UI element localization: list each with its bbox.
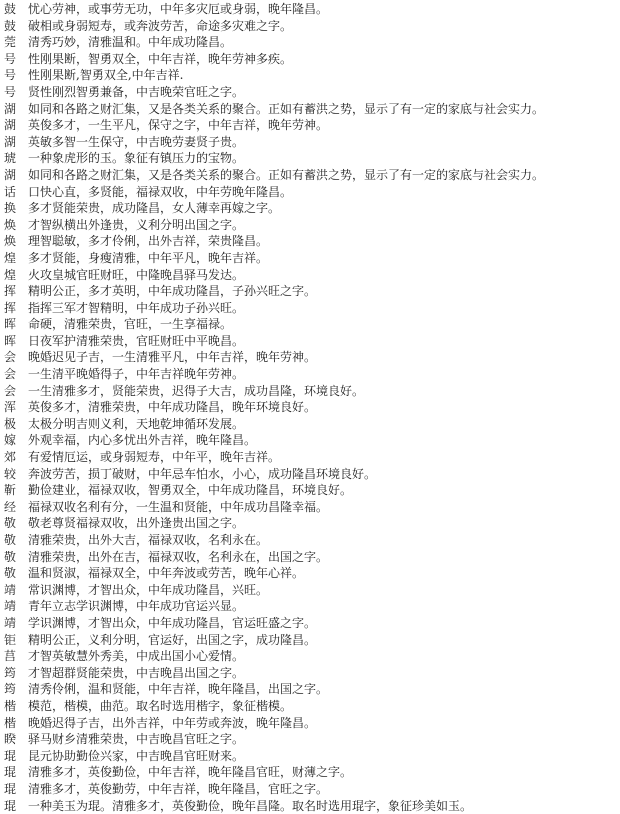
entry-meaning: 晚婚迟见子吉，一生清雅平凡，中年吉祥，晚年劳神。	[28, 350, 316, 364]
entry-character: 挥	[4, 300, 28, 317]
entry-meaning: 一种美玉为琨。清雅多才，英俊勤俭，晚年昌隆。取名时选用琨字，象征珍美如玉。	[28, 799, 472, 813]
list-item	[4, 167, 620, 184]
entry-character: 湖	[4, 134, 28, 151]
list-item	[4, 117, 620, 134]
entry-meaning: 清雅多才，英俊勤俭，中年吉祥，晚年隆昌官旺，财薄之字。	[28, 765, 352, 779]
list-item	[4, 781, 620, 798]
list-item	[4, 449, 620, 466]
entry-character: 琨	[4, 764, 28, 781]
entry-meaning: 多才贤能荣贵，成功隆昌，女人薄幸再嫁之字。	[28, 201, 280, 215]
list-item	[4, 34, 620, 51]
entry-character: 睽	[4, 731, 28, 748]
entry-character: 楷	[4, 715, 28, 732]
entry-character: 湖	[4, 167, 28, 184]
entry-meaning: 一种象虎形的玉。象征有镇压力的宝物。	[28, 151, 244, 165]
list-item	[4, 217, 620, 234]
list-item	[4, 665, 620, 682]
entry-meaning: 清秀伶俐，温和贤能，中年吉祥，晚年隆昌，出国之字。	[28, 682, 328, 696]
list-item	[4, 134, 620, 151]
list-item	[4, 466, 620, 483]
entry-character: 敬	[4, 565, 28, 582]
entry-character: 琨	[4, 781, 28, 798]
list-item	[4, 267, 620, 284]
entry-meaning: 命硬，清雅荣贵，官旺，一生享福禄。	[28, 317, 232, 331]
entry-character: 浑	[4, 399, 28, 416]
entry-meaning: 英俊多才，一生平凡，保守之字，中年吉祥，晚年劳神。	[28, 118, 328, 132]
list-item	[4, 681, 620, 698]
list-item	[4, 648, 620, 665]
entry-meaning: 破相或身弱短寿，或奔波劳苦，命途多灾难之字。	[28, 19, 292, 33]
entry-meaning: 奔波劳苦，损丁破财，中年忌车怕水，小心，成功隆昌环境良好。	[28, 467, 376, 481]
list-item	[4, 333, 620, 350]
entry-character: 莒	[4, 648, 28, 665]
entry-character: 晖	[4, 333, 28, 350]
entry-meaning: 如同和各路之财汇集，又是各类关系的聚合。正如有蓄洪之势，显示了有一定的家底与社会实力。	[28, 168, 544, 182]
list-item	[4, 250, 620, 267]
list-item	[4, 51, 620, 68]
entry-character: 号	[4, 51, 28, 68]
entry-meaning: 才智超群贤能荣贵，中吉晚昌出国之字。	[28, 666, 244, 680]
entry-character: 琨	[4, 748, 28, 765]
list-item	[4, 482, 620, 499]
list-item	[4, 18, 620, 35]
entry-meaning: 清秀巧妙，清雅温和。中年成功隆昌。	[28, 35, 232, 49]
entry-meaning: 性刚果断，智勇双全，中年吉祥，晚年劳神多疾。	[28, 52, 292, 66]
entry-meaning: 日夜军护清雅荣贵，官旺财旺中平晚昌。	[28, 334, 244, 348]
entry-character: 换	[4, 200, 28, 217]
list-item	[4, 316, 620, 333]
entry-character: 靖	[4, 582, 28, 599]
list-item	[4, 233, 620, 250]
list-item	[4, 200, 620, 217]
entry-character: 嫁	[4, 432, 28, 449]
entry-meaning: 英俊多才，清雅荣贵，中年成功隆昌，晚年环境良好。	[28, 400, 316, 414]
entry-meaning: 青年立志学识渊博，中年成功官运兴显。	[28, 599, 244, 613]
entry-meaning: 英敏多智一生保守，中吉晚劳妻贤子贵。	[28, 135, 244, 149]
entry-meaning: 学识渊博，才智出众，中年成功隆昌，官运旺盛之字。	[28, 616, 316, 630]
entry-meaning: 模范，楷模，曲范。取名时选用楷字，象征楷模。	[28, 699, 292, 713]
entry-character: 会	[4, 366, 28, 383]
list-item	[4, 615, 620, 632]
entry-character: 极	[4, 416, 28, 433]
list-item	[4, 715, 620, 732]
list-item	[4, 184, 620, 201]
list-item	[4, 349, 620, 366]
list-item	[4, 1, 620, 18]
entry-meaning: 一生清雅多才，贤能荣贵，迟得子大吉，成功昌隆，环境良好。	[28, 384, 364, 398]
entry-character: 号	[4, 67, 28, 84]
entry-character: 较	[4, 466, 28, 483]
entry-meaning: 常识渊博，才智出众，中年成功隆昌，兴旺。	[28, 583, 268, 597]
entry-character: 会	[4, 349, 28, 366]
entry-character: 号	[4, 84, 28, 101]
entry-meaning: 一生清平晚婚得子，中年吉祥晚年劳神。	[28, 367, 244, 381]
list-item	[4, 416, 620, 433]
list-item	[4, 383, 620, 400]
entry-meaning: 敬老尊贤福禄双收，出外逢贵出国之字。	[28, 516, 244, 530]
entry-meaning: 口快心直，多贤能，福禄双收，中年劳晚年隆昌。	[28, 185, 292, 199]
list-item	[4, 101, 620, 118]
list-item	[4, 798, 620, 814]
entry-meaning: 驿马财乡清雅荣贵，中吉晚昌官旺之字。	[28, 732, 244, 746]
entry-character: 焕	[4, 217, 28, 234]
entry-character: 楷	[4, 698, 28, 715]
entry-character: 煌	[4, 267, 28, 284]
list-item	[4, 748, 620, 765]
entry-character: 敬	[4, 549, 28, 566]
list-item	[4, 499, 620, 516]
list-item	[4, 582, 620, 599]
entry-character: 湖	[4, 117, 28, 134]
entry-character: 筠	[4, 665, 28, 682]
list-item	[4, 432, 620, 449]
entry-character: 筠	[4, 681, 28, 698]
list-item	[4, 532, 620, 549]
list-item	[4, 366, 620, 383]
entry-meaning: 指挥三军才智精明，中年成功子孙兴旺。	[28, 301, 244, 315]
entry-character: 经	[4, 499, 28, 516]
list-item	[4, 283, 620, 300]
entry-meaning: 精明公正，义利分明，官运好，出国之字，成功隆昌。	[28, 633, 316, 647]
entry-character: 靖	[4, 598, 28, 615]
entry-character: 钜	[4, 632, 28, 649]
list-item	[4, 399, 620, 416]
list-item	[4, 300, 620, 317]
entry-character: 敬	[4, 515, 28, 532]
entry-meaning: 清雅荣贵，出外大吉，福禄双收，名利永在。	[28, 533, 268, 547]
entry-meaning: 有爱情厄运，或身弱短寿，中年平，晚年吉祥。	[28, 450, 280, 464]
list-item	[4, 598, 620, 615]
list-item	[4, 549, 620, 566]
entry-meaning: 福禄双收名利有分，一生温和贤能，中年成功昌隆幸福。	[28, 500, 328, 514]
entry-meaning: 理智聪敏，多才伶俐，出外吉祥，荣贵隆昌。	[28, 234, 268, 248]
entry-meaning: 贤性刚烈智勇兼备，中吉晚荣官旺之字。	[28, 85, 244, 99]
entry-character: 湖	[4, 101, 28, 118]
entry-character: 琨	[4, 798, 28, 814]
list-item	[4, 731, 620, 748]
entry-meaning: 火攻皇城官旺财旺，中隆晚昌驿马发达。	[28, 268, 244, 282]
entry-meaning: 如同和各路之财汇集，又是各类关系的聚合。正如有蓄洪之势，显示了有一定的家底与社会实力。	[28, 102, 544, 116]
entry-character: 煌	[4, 250, 28, 267]
entry-meaning: 多才贤能，身瘦清雅，中年平凡，晚年吉祥。	[28, 251, 268, 265]
entry-character: 琥	[4, 150, 28, 167]
entry-meaning: 清雅荣贵，出外在吉，福禄双收，名利永在，出国之字。	[28, 550, 328, 564]
entry-character: 会	[4, 383, 28, 400]
entry-meaning: 太极分明吉则义利，天地乾坤循环发展。	[28, 417, 244, 431]
list-item	[4, 150, 620, 167]
list-item	[4, 67, 620, 84]
list-item	[4, 632, 620, 649]
entry-meaning: 才智纵横出外逢贵，义利分明出国之字。	[28, 218, 244, 232]
entry-meaning: 精明公正，多才英明，中年成功隆昌，子孙兴旺之字。	[28, 284, 316, 298]
list-item	[4, 764, 620, 781]
entry-character: 鼓	[4, 1, 28, 18]
entry-character: 敬	[4, 532, 28, 549]
entry-character: 莞	[4, 34, 28, 51]
entry-character: 挥	[4, 283, 28, 300]
entry-meaning: 忧心劳神，或事劳无功，中年多灾厄或身弱，晚年隆昌。	[28, 2, 328, 16]
list-item	[4, 84, 620, 101]
entry-meaning: 清雅多才，英俊勤劳，中年吉祥，晚年隆昌，官旺之字。	[28, 782, 328, 796]
entry-character: 郊	[4, 449, 28, 466]
entry-character: 靳	[4, 482, 28, 499]
entry-meaning: 温和贤淑，福禄双全，中年奔波或劳苦，晚年心祥。	[28, 566, 304, 580]
entry-meaning: 性刚果断,智勇双全,中年吉祥.	[28, 68, 183, 82]
entry-character: 晖	[4, 316, 28, 333]
list-item	[4, 698, 620, 715]
entry-meaning: 勤俭建业，福禄双收，智勇双全，中年成功隆昌，环境良好。	[28, 483, 352, 497]
list-item	[4, 565, 620, 582]
entry-meaning: 外观幸福，内心多忧出外吉祥，晚年隆昌。	[28, 433, 256, 447]
entry-meaning: 晚婚迟得子吉，出外吉祥，中年劳或奔波，晚年隆昌。	[28, 716, 316, 730]
list-item	[4, 515, 620, 532]
entry-character: 鼓	[4, 18, 28, 35]
entry-meaning: 才智英敏慧外秀美，中成出国小心爱情。	[28, 649, 244, 663]
entry-character: 靖	[4, 615, 28, 632]
entry-character: 话	[4, 184, 28, 201]
entry-character: 焕	[4, 233, 28, 250]
entry-meaning: 昆元协助勤俭兴家，中吉晚昌官旺财来。	[28, 749, 244, 763]
